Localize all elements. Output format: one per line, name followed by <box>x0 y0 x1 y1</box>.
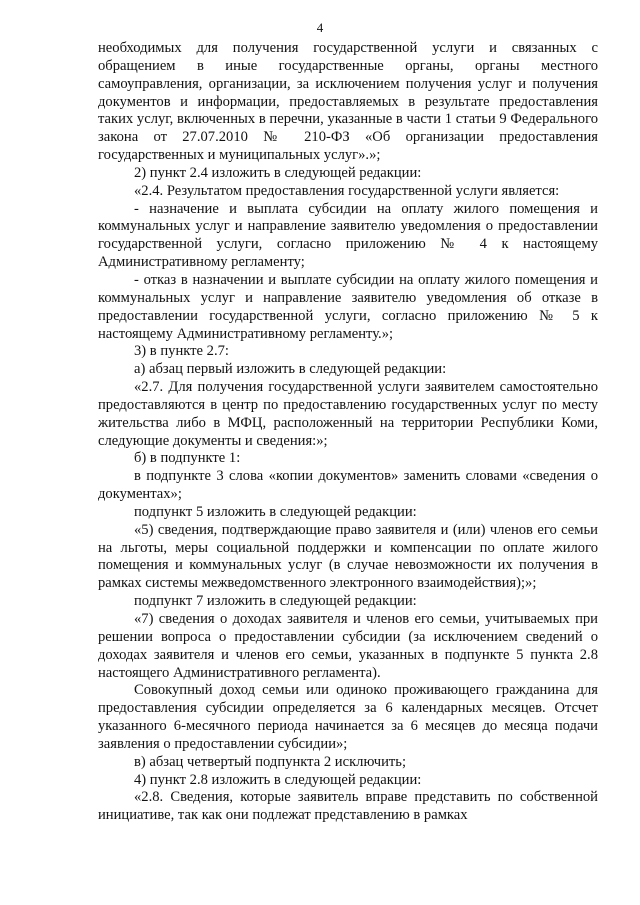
paragraph: в подпункте 3 слова «копии документов» заменить словами «сведения о документах»; <box>98 468 598 503</box>
paragraph: «2.8. Сведения, которые заявитель вправе представить по собственной инициативе, так как они подлежат представлению в рамках <box>98 789 598 824</box>
paragraph: «7) сведения о доходах заявителя и членов его семьи, учитываемых при решении вопроса о предоставлении субсидии (за исключением сведений о доходах заявителя и членов его семьи, указанных в подпункте 5 пункта 2.8 настоящего Административного регламента). <box>98 611 598 681</box>
paragraph: Совокупный доход семьи или одиноко проживающего гражданина для предоставления субсидии определяется за 6 календарных месяцев. Отсчет указанного 6-месячного периода начинается за 6 месяцев до месяца подачи заявления о предоставлении субсидии»; <box>98 682 598 752</box>
paragraph: подпункт 7 изложить в следующей редакции: <box>134 593 417 610</box>
paragraph: а) абзац первый изложить в следующей редакции: <box>134 361 447 378</box>
paragraph: 2) пункт 2.4 изложить в следующей редакции: <box>134 164 422 181</box>
paragraph: подпункт 5 изложить в следующей редакции: <box>134 503 417 520</box>
paragraph: «2.7. Для получения государственной услуги заявителем самостоятельно предоставляются в центр по предоставлению государственных услуг по месту жительства либо в МФЦ, расположенный на территории Республики Коми, следующие документы и сведения:»; <box>98 379 598 449</box>
page-number: 4 <box>316 20 324 35</box>
paragraph: - отказ в назначении и выплате субсидии на оплату жилого помещения и коммунальных услуг и направление заявителю уведомления об отказе в предоставлении государственной услуги, согласно приложению № 5 к настоящему Административному регламенту.»; <box>98 271 598 342</box>
paragraph: 4) пункт 2.8 изложить в следующей редакции: <box>134 771 422 788</box>
paragraph: 3) в пункте 2.7: <box>134 343 229 360</box>
paragraph: б) в подпункте 1: <box>134 450 241 467</box>
paragraph: - назначение и выплата субсидии на оплату жилого помещения и коммунальных услуг и направление заявителю уведомления о предоставлении государственной услуги, согласно приложению № 4 к настоящему Административному регламенту; <box>98 200 598 271</box>
paragraph: «2.4. Результатом предоставления государственной услуги является: <box>134 182 560 199</box>
paragraph: необходимых для получения государственной услуги и связанных с обращением в иные государственные органы, органы местного самоуправления, организации, за исключением получения услуг и получения документов и информации, предоставляемых в результате предоставления таких услуг, включенных в перечни, указанные в части 1 статьи 9 Федерального закона от 27.07.2010 № 210-ФЗ «Об организации предоставления государственных и муниципальных услуг».»; <box>98 40 598 164</box>
document-body <box>98 40 598 825</box>
paragraph: «5) сведения, подтверждающие право заявителя и (или) членов его семьи на льготы, меры социальной поддержки и компенсации по оплате жилого помещения и коммунальных услуг (в случае невозможности их получения в рамках системы межведомственного электронного взаимодействия);»; <box>98 521 598 592</box>
paragraph: в) абзац четвертый подпункта 2 исключить; <box>134 753 407 770</box>
